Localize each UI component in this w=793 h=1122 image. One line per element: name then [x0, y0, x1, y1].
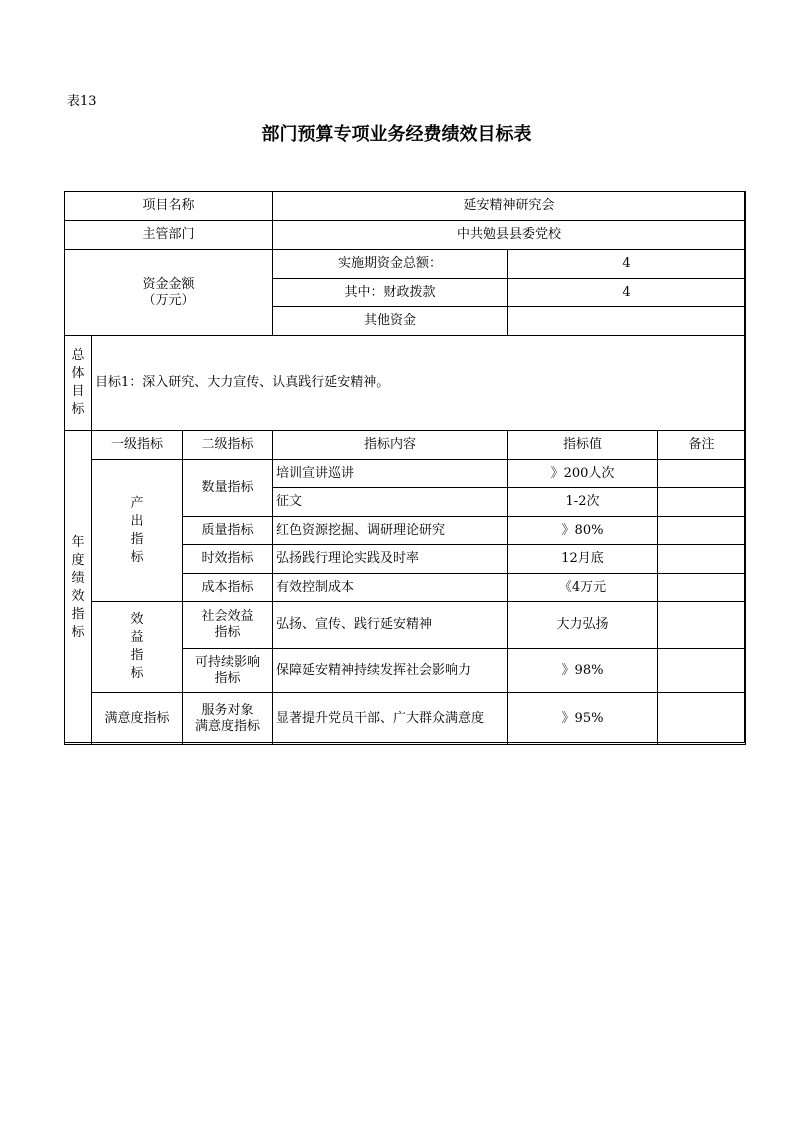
funds-fiscal-value: 4 — [508, 279, 746, 307]
quantity-content-1: 培训宣讲巡讲 — [273, 460, 508, 488]
social-benefit-label-line1: 社会效益 — [201, 609, 254, 624]
header-value: 指标值 — [508, 431, 658, 460]
benefit-indicators-label: 效益指标 — [92, 602, 183, 693]
quality-note — [658, 517, 746, 545]
quality-value: 》80% — [508, 517, 658, 545]
funds-label-text: 资金金额 — [142, 276, 195, 292]
funds-total-value: 4 — [508, 250, 746, 279]
satisfaction-content: 显著提升党员干部、广大群众满意度 — [273, 693, 508, 745]
quality-indicators-label: 质量指标 — [183, 517, 273, 545]
page-title: 部门预算专项业务经费绩效目标表 — [261, 124, 532, 145]
satisfaction-indicators-label: 满意度指标 — [92, 693, 183, 745]
project-name-label: 项目名称 — [65, 192, 273, 221]
header-content: 指标内容 — [273, 431, 508, 460]
service-satisfaction-label — [183, 693, 273, 745]
cost-value: 《4万元 — [508, 574, 658, 602]
funds-other-label: 其他资金 — [273, 307, 508, 336]
department-label: 主管部门 — [65, 221, 273, 250]
output-indicators-label: 产出指标 — [92, 460, 183, 602]
sustainable-impact-label — [183, 649, 273, 693]
table-row — [65, 192, 746, 221]
funds-unit-text: （万元） — [142, 292, 195, 308]
social-benefit-label — [183, 602, 273, 649]
quality-content: 红色资源挖掘、调研理论研究 — [273, 517, 508, 545]
sustainable-impact-note — [658, 649, 746, 693]
performance-table — [64, 191, 746, 745]
cost-note — [658, 574, 746, 602]
social-benefit-label-line2: 指标 — [214, 625, 241, 640]
table-number: 表13 — [67, 94, 97, 109]
cost-indicators-label: 成本指标 — [183, 574, 273, 602]
social-benefit-note — [658, 602, 746, 649]
social-benefit-value: 大力弘扬 — [508, 602, 658, 649]
quantity-content-2: 征文 — [273, 488, 508, 517]
project-name-value: 延安精神研究会 — [273, 192, 746, 221]
satisfaction-note — [658, 693, 746, 745]
quantity-value-2: 1-2次 — [508, 488, 658, 517]
annual-indicators-label: 年度绩效指标 — [65, 431, 92, 745]
table-row — [65, 602, 746, 649]
quantity-note-1 — [658, 460, 746, 488]
table-row — [65, 250, 746, 279]
satisfaction-value: 》95% — [508, 693, 658, 745]
sustainable-impact-label-line2: 指标 — [214, 670, 241, 686]
funds-fiscal-label: 其中：财政拨款 — [273, 279, 508, 307]
cost-content: 有效控制成本 — [273, 574, 508, 602]
funds-label — [65, 250, 273, 336]
table-row — [65, 460, 746, 488]
overall-goal-label: 总体目标 — [65, 336, 92, 431]
sustainable-impact-label-line1: 可持续影响 — [194, 654, 260, 670]
timeliness-note — [658, 545, 746, 574]
department-value: 中共勉县县委党校 — [273, 221, 746, 250]
table-row — [65, 431, 746, 460]
quantity-note-2 — [658, 488, 746, 517]
timeliness-content: 弘扬践行理论实践及时率 — [273, 545, 508, 574]
sustainable-impact-value: 》98% — [508, 649, 658, 693]
overall-goal-text: 目标1：深入研究、大力宣传、认真践行延安精神。 — [92, 336, 746, 431]
quantity-indicators-label: 数量指标 — [183, 460, 273, 517]
funds-total-label: 实施期资金总额： — [273, 250, 508, 279]
timeliness-indicators-label: 时效指标 — [183, 545, 273, 574]
quantity-value-1: 》200人次 — [508, 460, 658, 488]
header-note: 备注 — [658, 431, 746, 460]
header-level1: 一级指标 — [92, 431, 183, 460]
table-row — [65, 693, 746, 745]
funds-other-value — [508, 307, 746, 336]
service-satisfaction-label-line2: 满意度指标 — [194, 718, 260, 734]
social-benefit-content: 弘扬、宣传、践行延安精神 — [273, 602, 508, 649]
sustainable-impact-content: 保障延安精神持续发挥社会影响力 — [273, 649, 508, 693]
table-row — [65, 336, 746, 431]
service-satisfaction-label-line1: 服务对象 — [201, 702, 254, 718]
table-row — [65, 221, 746, 250]
header-level2: 二级指标 — [183, 431, 273, 460]
timeliness-value: 12月底 — [508, 545, 658, 574]
